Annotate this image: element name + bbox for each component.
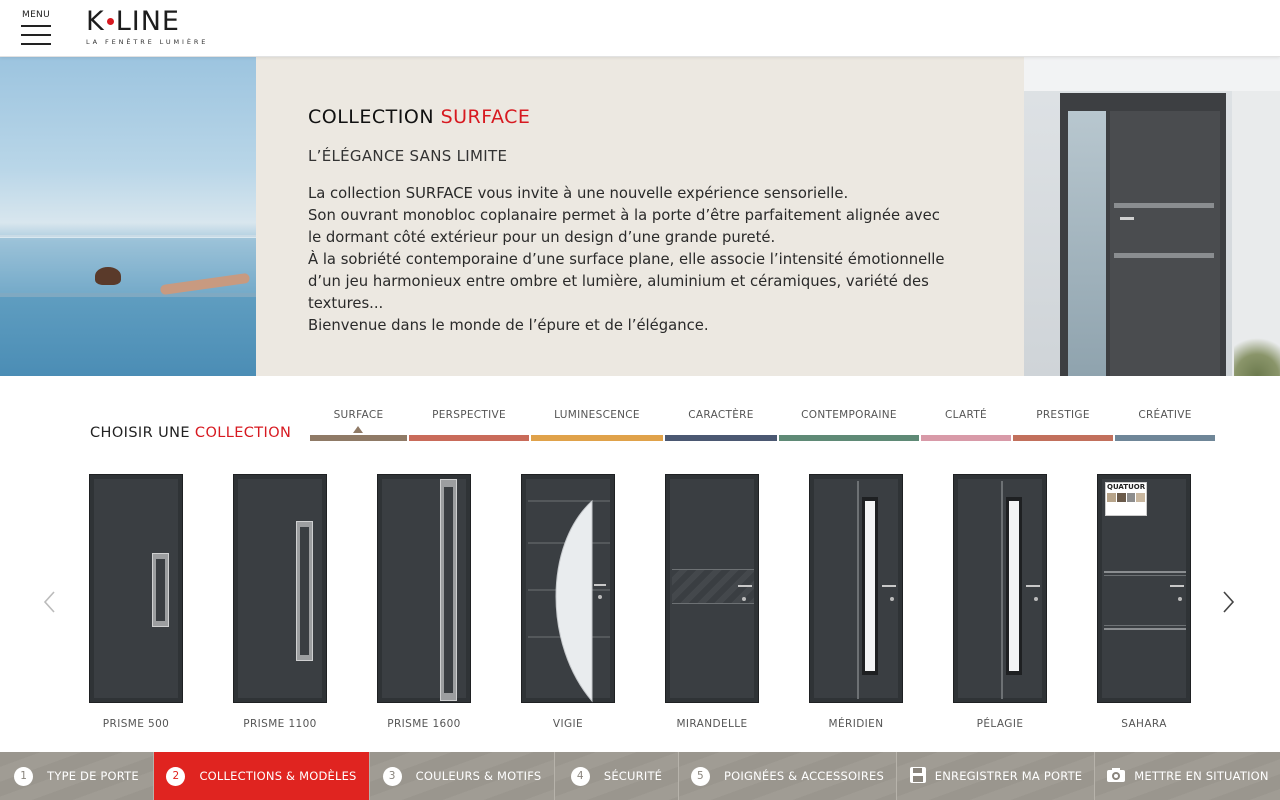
- paragraph-line: le dormant côté extérieur pour un design d’une grande pureté.: [308, 229, 776, 246]
- choose-collection-label: CHOISIR UNE COLLECTION: [90, 425, 292, 441]
- collection-paragraph: [308, 183, 998, 337]
- logo-word-right: LINE: [115, 6, 180, 37]
- collection-tab-creative[interactable]: CRÉATIVE: [1115, 405, 1215, 441]
- door-image: [521, 474, 615, 703]
- door-image: [809, 474, 903, 703]
- door-model-card[interactable]: [521, 474, 615, 732]
- logo-dot-icon: [107, 18, 114, 25]
- door-model-name: PRISME 1600: [387, 718, 461, 730]
- door-image: [665, 474, 759, 703]
- door-model-card[interactable]: [809, 474, 903, 732]
- step-label: COULEURS & MOTIFS: [415, 769, 542, 783]
- door-model-card[interactable]: [377, 474, 471, 732]
- paragraph-line: d’un jeu harmonieux entre ombre et lumière, aluminium et céramiques, variété des: [308, 273, 929, 290]
- collection-hero: [0, 57, 1280, 376]
- top-header: [0, 0, 1280, 57]
- door-image: [233, 474, 327, 703]
- door-model-name: VIGIE: [552, 718, 584, 730]
- step-number: 2: [166, 767, 185, 786]
- collection-tab-luminescence[interactable]: LUMINESCENCE: [531, 405, 663, 441]
- collection-title: COLLECTION SURFACE: [308, 106, 531, 128]
- step-label: TYPE DE PORTE: [47, 769, 139, 783]
- door-model-name: PRISME 500: [102, 718, 170, 730]
- step-label: METTRE EN SITUATION: [1134, 769, 1269, 783]
- selected-tab-pointer-icon: [353, 426, 363, 433]
- door-model-card[interactable]: [89, 474, 183, 732]
- hamburger-icon: [21, 25, 51, 52]
- logo-tagline: LA FENÊTRE LUMIÈRE: [86, 38, 209, 46]
- mettre-en-situation-button[interactable]: [1095, 752, 1280, 800]
- paragraph-line: À la sobriété contemporaine d’une surface plane, elle associe l’intensité émotionnelle: [308, 251, 945, 268]
- carousel-prev-arrow-icon[interactable]: [40, 589, 60, 615]
- configurator-steps: [0, 752, 1280, 800]
- camera-icon: [1106, 767, 1126, 786]
- door-model-name: SAHARA: [1121, 718, 1167, 730]
- step-collections-modeles[interactable]: [154, 752, 370, 800]
- door-image: [89, 474, 183, 703]
- save-icon: [909, 766, 927, 787]
- paragraph-line: textures...: [308, 295, 384, 312]
- door-model-card[interactable]: [665, 474, 759, 732]
- kline-logo[interactable]: [86, 8, 228, 48]
- door-facade-photo: [1024, 57, 1280, 376]
- paragraph-line: Son ouvrant monobloc coplanaire permet à la porte d’être parfaitement alignée avec: [308, 207, 940, 224]
- step-couleurs-motifs[interactable]: [370, 752, 555, 800]
- infinity-pool-photo: [0, 57, 256, 376]
- door-image: [377, 474, 471, 703]
- door-image: [953, 474, 1047, 703]
- menu-button[interactable]: [19, 10, 53, 46]
- step-label: POIGNÉES & ACCESSOIRES: [724, 769, 884, 783]
- carousel-next-arrow-icon[interactable]: [1218, 589, 1238, 615]
- step-label: SÉCURITÉ: [603, 769, 663, 783]
- door-model-card[interactable]: [1097, 474, 1191, 732]
- collection-description: [256, 57, 1024, 376]
- logo-word-left: K: [86, 6, 105, 37]
- door-model-name: MIRANDELLE: [676, 718, 748, 730]
- save-door-button[interactable]: [897, 752, 1095, 800]
- paragraph-line: La collection SURFACE vous invite à une nouvelle expérience sensorielle.: [308, 185, 849, 202]
- step-poignees-accessoires[interactable]: [679, 752, 897, 800]
- step-number: 1: [14, 767, 33, 786]
- step-number: 5: [691, 767, 710, 786]
- step-label: ENREGISTRER MA PORTE: [934, 769, 1083, 783]
- paragraph-line: Bienvenue dans le monde de l’épure et de l’élégance.: [308, 317, 709, 334]
- collection-tab-caractere[interactable]: CARACTÈRE: [665, 405, 777, 441]
- door-model-name: MÉRIDIEN: [828, 718, 884, 730]
- door-model-card[interactable]: [233, 474, 327, 732]
- step-number: 4: [571, 767, 590, 786]
- collection-title-accent: SURFACE: [440, 106, 531, 128]
- collection-tab-prestige[interactable]: PRESTIGE: [1013, 405, 1113, 441]
- quatuor-badge: QUATUOR: [1105, 482, 1147, 516]
- collection-tab-perspective[interactable]: PERSPECTIVE: [409, 405, 529, 441]
- door-model-name: PÉLAGIE: [976, 718, 1024, 730]
- step-type-de-porte[interactable]: [0, 752, 154, 800]
- door-image: [1097, 474, 1191, 703]
- step-securite[interactable]: [555, 752, 679, 800]
- step-label: COLLECTIONS & MODÈLES: [199, 769, 357, 783]
- collection-subtitle: L’ÉLÉGANCE SANS LIMITE: [308, 147, 508, 165]
- step-number: 3: [383, 767, 402, 786]
- door-model-card[interactable]: [953, 474, 1047, 732]
- menu-label: MENU: [22, 10, 50, 20]
- collection-tab-surface[interactable]: SURFACE: [310, 405, 407, 441]
- door-model-name: PRISME 1100: [243, 718, 317, 730]
- collection-tab-contemporaine[interactable]: CONTEMPORAINE: [779, 405, 919, 441]
- collection-tab-clarte[interactable]: CLARTÉ: [921, 405, 1011, 441]
